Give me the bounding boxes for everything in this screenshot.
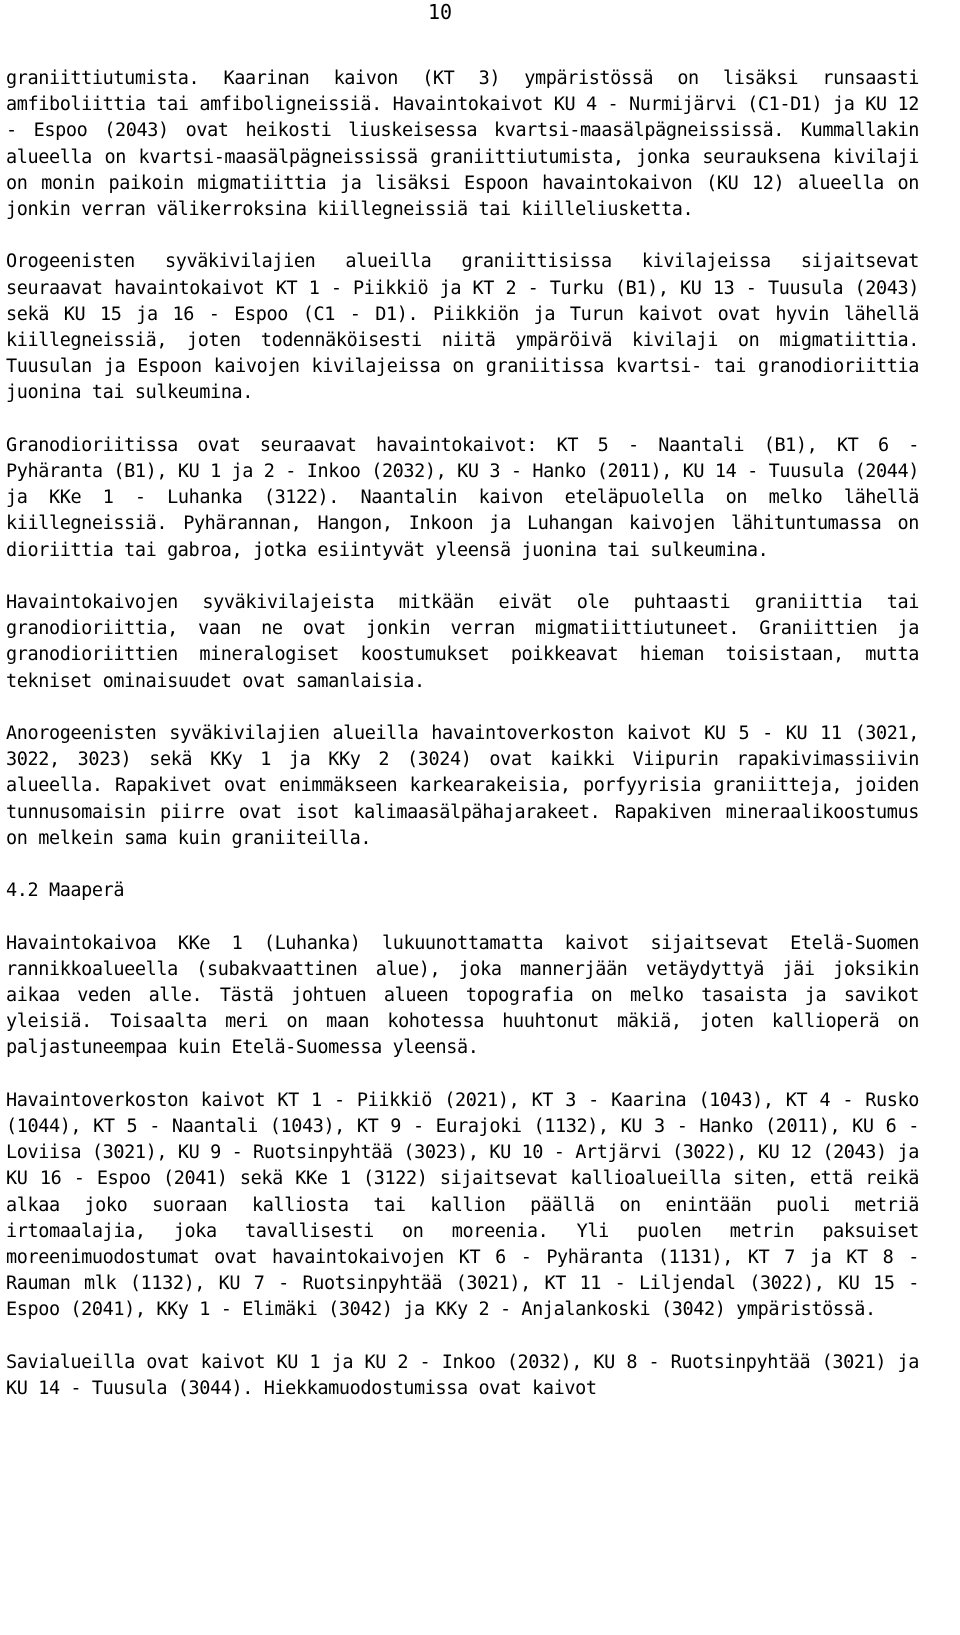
document-body — [6, 66, 919, 1428]
paragraph-soil-intro: Havaintokaivoa KKe 1 (Luhanka) lukuunottamatta kaivot sijaitsevat Etelä-Suomen rannikkoalueella (subakvaattinen alue), joka mannerjään vetäydyttyä jäi joksikin aikaa veden alle. Tästä johtuen alueen topografia on melko tasaista ja savikot yleisiä. Toisaalta meri on maan kohotessa huuhtonut mäkiä, joten kallioperä on paljastuneempaa kuin Etelä-Suomessa yleensä. — [6, 932, 919, 1059]
paragraph-migmatite: Havaintokaivojen syväkivilajeista mitkään eivät ole puhtaasti graniittia tai granodioriittia, vaan ne ovat jonkin verran migmatiittiutuneet. Graniittien ja granodioriittien mineralogiset koostumukset poikkeavat hieman toisistaan, mutta tekniset ominaisuudet ovat samanlaisia. — [6, 592, 919, 692]
paragraph-granite-intro: graniittiutumista. Kaarinan kaivon (KT 3) ympäristössä on lisäksi runsaasti amfiboliittia tai amfiboligneissiä. Havaintokaivot KU 4 - Nurmijärvi (C1-D1) ja KU 12 - Espoo (2043) ovat heikosti liuskeisessa kvartsi-maasälpägneississä. Kummallakin alueella on kvartsi-maasälpägneississä graniittiutumista, jonka seurauksena kivilaji on monin paikoin migmatiittia ja lisäksi Espoon havaintokaivon (KU 12) alueella on jonkin verran välikerroksina kiillegneissiä tai kiilleliusketta. — [6, 68, 919, 221]
paragraph-orogenic-granites: Orogeenisten syväkivilajien alueilla graniittisissa kivilajeissa sijaitsevat seuraavat havaintokaivot KT 1 - Piikkiö ja KT 2 - Turku (B1), KU 13 - Tuusula (2043) sekä KU 15 ja 16 - Espoo (C1 - D1). Piikkiön ja Turun kaivot ovat hyvin lähellä kiillegneissiä, joten todennäköisesti niitä ympäröivä kivilaji on migmatiittia. Tuusulan ja Espoon kaivojen kivilajeissa on graniitissa kvartsi- tai granodioriittia juonina tai sulkeumina. — [6, 251, 919, 404]
paragraph-clay-wells: Savialueilla ovat kaivot KU 1 ja KU 2 - Inkoo (2032), KU 8 - Ruotsinpyhtää (3021) ja KU 14 - Tuusula (3044). Hiekkamuodostumissa ovat kaivot — [6, 1351, 919, 1400]
section-heading: 4.2 Maaperä — [6, 880, 125, 902]
paragraph-granodiorite: Granodioriitissa ovat seuraavat havaintokaivot: KT 5 - Naantali (B1), KT 6 - Pyhäranta (B1), KU 1 ja 2 - Inkoo (2032), KU 3 - Hanko (2011), KU 14 - Tuusula (2044) ja KKe 1 - Luhanka (3122). Naantalin kaivon eteläpuolella on melko lähellä kiillegneissiä. Pyhärannan, Hangon, Inkoon ja Luhangan kaivojen lähituntumassa on dioriittia tai gabroa, jotka esiintyvät yleensä juonina tai sulkeumina. — [6, 434, 919, 561]
paragraph-bedrock-wells: Havaintoverkoston kaivot KT 1 - Piikkiö (2021), KT 3 - Kaarina (1043), KT 4 - Rusko (1044), KT 5 - Naantali (1043), KT 9 - Eurajoki (1132), KU 3 - Hanko (2011), KU 6 - Loviisa (3021), KU 9 - Ruotsinpyhtää (3023), KU 10 - Artjärvi (3022), KU 12 (2043) ja KU 16 - Espoo (2041) sekä KKe 1 (3122) sijaitsevat kallioalueilla siten, että reikä alkaa joko suoraan kalliosta tai kallion päällä on enintään puoli metriä irtomaalajia, joka tavallisesti on moreenia. Yli puolen metrin paksuiset moreenimuodostumat ovat havaintokaivojen KT 6 - Pyhäranta (1131), KT 7 ja KT 8 - Rauman mlk (1132), KU 7 - Ruotsinpyhtää (3021), KT 11 - Liljendal (3022), KU 15 - Espoo (2041), KKy 1 - Elimäki (3042) ja KKy 2 - Anjalankoski (3042) ympäristössä. — [6, 1089, 919, 1321]
page-number: 10 — [428, 0, 453, 24]
paragraph-anorogenic-rapakivi: Anorogeenisten syväkivilajien alueilla havaintoverkoston kaivot KU 5 - KU 11 (3021, 3022, 3023) sekä KKy 1 ja KKy 2 (3024) ovat kaikki Viipurin rapakivimassiivin alueella. Rapakivet ovat enimmäkseen karkearakeisia, porfyyrisia graniitteja, joiden tunnusomaisin piirre ovat isot kalimaasälpähajarakeet. Rapakiven mineraalikoostumus on melkein sama kuin graniiteilla. — [6, 723, 919, 849]
